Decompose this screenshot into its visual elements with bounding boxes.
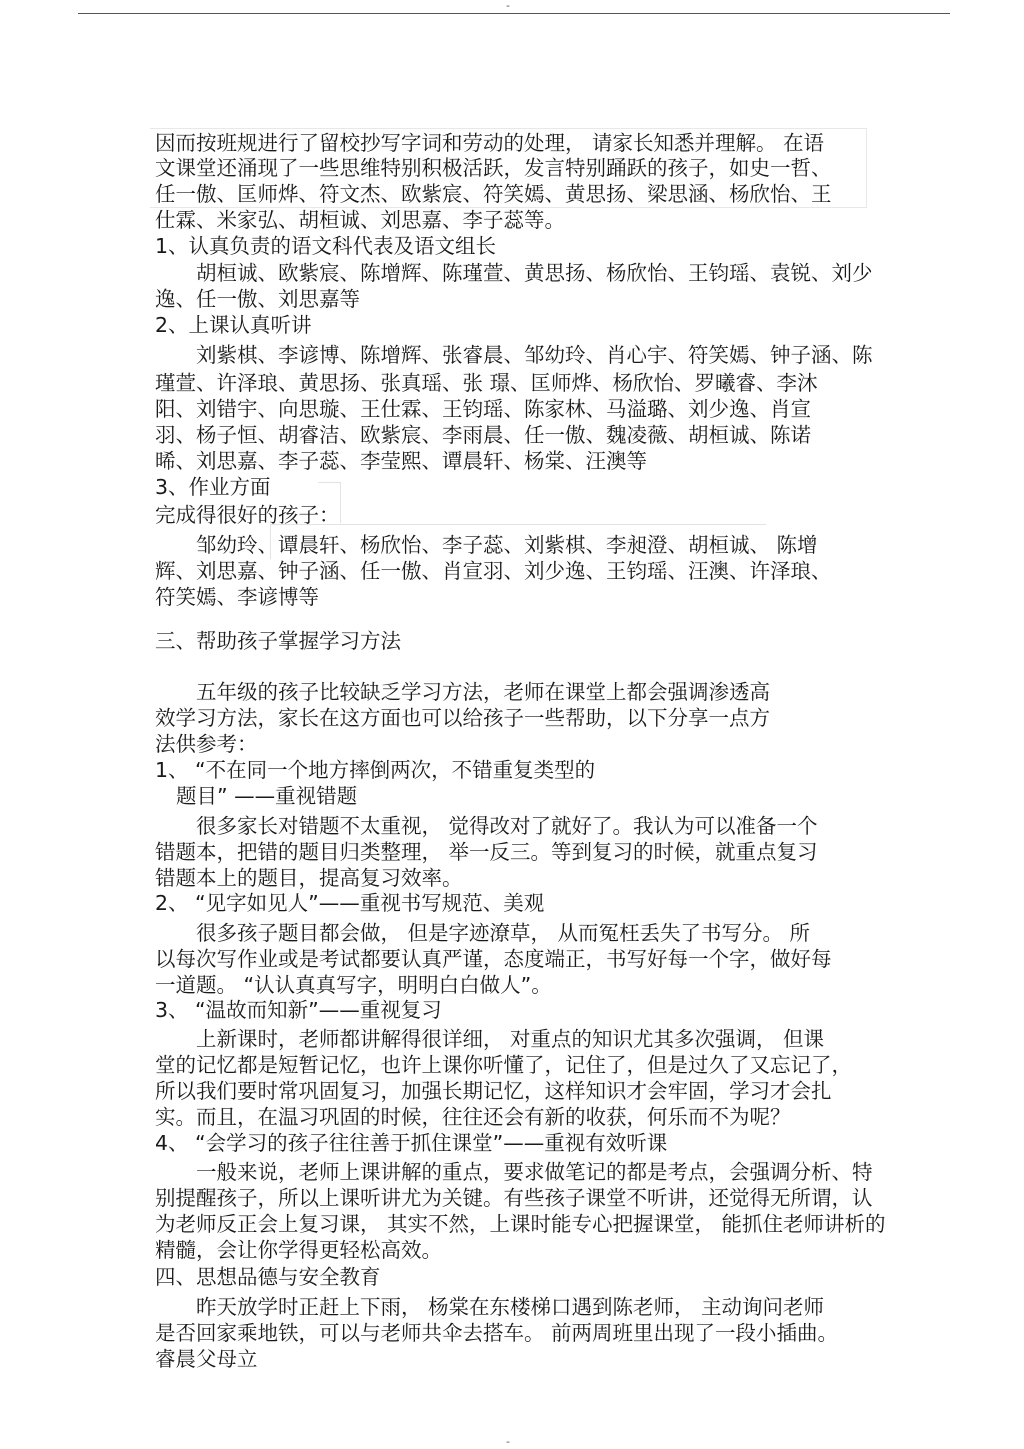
paragraph-line: 完成得很好的孩子： [155,503,340,527]
section-heading: 2、上课认真听讲 [155,313,312,337]
paragraph-line: 羽、杨子恒、胡睿洁、欧紫宸、李雨晨、任一傲、魏凌薇、胡桓诚、陈诺 [155,423,811,447]
paragraph-line: 以每次写作业或是考试都要认真严谨，态度端正，书写好每一个字，做好每 [155,947,832,971]
paragraph-line: 瑾萱、许泽琅、黄思扬、张真瑶、张 璟、匡师烨、杨欣怡、罗曦睿、李沐 [155,371,818,395]
paragraph-line: 别提醒孩子，所以上课听讲尤为关键。有些孩子课堂不听讲，还觉得无所谓，认 [155,1186,873,1210]
paragraph-line: 堂的记忆都是短暂记忆，也许上课你听懂了，记住了，但是过久了又忘记了， [155,1053,852,1077]
paragraph-line: 一般来说，老师上课讲解的重点，要求做笔记的都是考点，会强调分析、特 [196,1160,873,1184]
paragraph-line: 精髓，会让你学得更轻松高效。 [155,1238,442,1262]
paragraph-line: 错题本上的题目，提高复习效率。 [155,866,463,890]
section-heading: 三、帮助孩子掌握学习方法 [155,629,401,653]
section-heading: 3、作业方面 [155,475,271,499]
header-page-mark: - [506,0,510,12]
paragraph-line: 为老师反正会上复习课， 其实不然，上课时能专心把握课堂， 能抓住老师讲析的 [155,1212,886,1236]
paragraph-line: 逸、任一傲、刘思嘉等 [155,287,360,311]
paragraph-line: 上新课时，老师都讲解得很详细， 对重点的知识尤其多次强调， 但课 [196,1027,825,1051]
paragraph-line: 很多孩子题目都会做， 但是字迹潦草， 从而冤枉丢失了书写分。 所 [196,921,811,945]
header-rule [78,13,950,14]
paragraph-line: 任一傲、匡师烨、符文杰、欧紫宸、符笑嫣、黄思扬、梁思涵、杨欣怡、王 [155,182,832,206]
paragraph-line: 实。而且，在温习巩固的时候，往往还会有新的收获，何乐而不为呢？ [155,1105,791,1129]
paragraph-line: 阳、刘错宇、向思璇、王仕霖、王钧瑶、陈家林、马溢璐、刘少逸、肖宣 [155,397,811,421]
subsection-heading: 3、 “温故而知新”——重视复习 [155,998,442,1022]
paragraph-line: 效学习方法，家长在这方面也可以给孩子一些帮助，以下分享一点方 [155,706,770,730]
paragraph-line: 很多家长对错题不太重视， 觉得改对了就好了。我认为可以准备一个 [196,814,818,838]
paragraph-line: 是否回家乘地铁，可以与老师共伞去搭车。 前两周班里出现了一段小插曲。 [155,1321,839,1345]
subsection-heading: 4、 “会学习的孩子往往善于抓住课堂”——重视有效听课 [155,1131,668,1155]
subsection-heading: 题目” ——重视错题 [176,784,358,808]
paragraph-line: 邹幼玲、谭晨轩、杨欣怡、李子蕊、刘紫棋、李昶澄、胡桓诚、 陈增 [196,533,818,557]
paragraph-line: 符笑嫣、李谚博等 [155,585,319,609]
paragraph-line: 辉、刘思嘉、钟子涵、任一傲、肖宣羽、刘少逸、王钧瑶、汪澳、许泽琅、 [155,559,832,583]
paragraph-line: 一道题。 “认认真真写字，明明白白做人”。 [155,973,552,997]
footer-page-mark: - [506,1435,510,1448]
paragraph-line: 昨天放学时正赶上下雨， 杨棠在东楼梯口遇到陈老师， 主动询问老师 [196,1295,825,1319]
paragraph-line: 因而按班规进行了留校抄写字词和劳动的处理， 请家长知悉并理解。 在语 [155,131,825,155]
paragraph-line: 睿晨父母立 [155,1347,258,1371]
section-heading: 四、思想品德与安全教育 [155,1265,381,1289]
paragraph-line: 所以我们要时常巩固复习，加强长期记忆，这样知识才会牢固，学习才会扎 [155,1079,832,1103]
paragraph-line: 五年级的孩子比较缺乏学习方法，老师在课堂上都会强调渗透高 [196,680,770,704]
section-heading: 1、认真负责的语文科代表及语文组长 [155,234,497,258]
paragraph-line: 胡桓诚、欧紫宸、陈增辉、陈瑾萱、黄思扬、杨欣怡、王钧瑶、袁锐、刘少 [196,261,873,285]
subsection-heading: 2、 “见字如见人”——重视书写规范、美观 [155,891,545,915]
subsection-heading: 1、 “不在同一个地方摔倒两次，不错重复类型的 [155,758,596,782]
paragraph-line: 文课堂还涌现了一些思维特别积极活跃，发言特别踊跃的孩子，如史一哲、 [155,156,832,180]
paragraph-line: 仕霖、米家弘、胡桓诚、刘思嘉、李子蕊等。 [155,208,565,232]
paragraph-line: 法供参考： [155,732,258,756]
paragraph-line: 晞、刘思嘉、李子蕊、李莹熙、谭晨轩、杨棠、汪澳等 [155,449,647,473]
paragraph-line: 错题本，把错的题目归类整理， 举一反三。等到复习的时候，就重点复习 [155,840,818,864]
paragraph-line: 刘紫棋、李谚博、陈增辉、张睿晨、邹幼玲、肖心宇、符笑嫣、钟子涵、陈 [196,343,873,367]
